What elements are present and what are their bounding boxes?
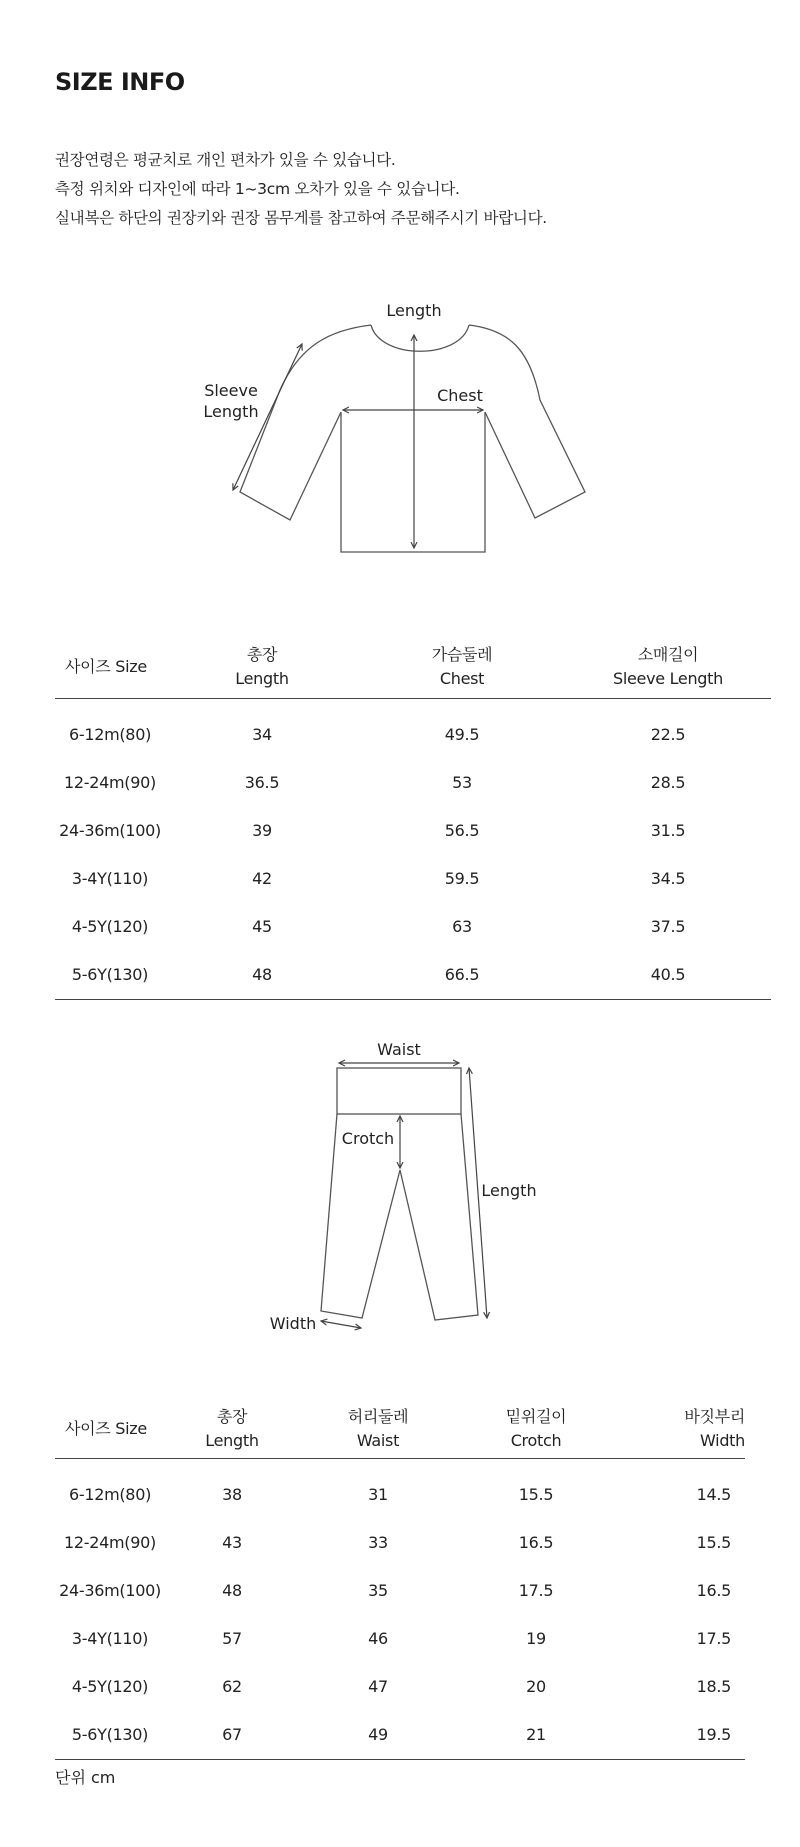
col-size: 사이즈 Size xyxy=(55,1400,165,1458)
label-width: Width xyxy=(269,1314,317,1333)
table-row: 3-4Y(110) 57 46 19 17.5 xyxy=(71,1629,731,1648)
width-arrow xyxy=(321,1321,361,1328)
col-length: 총장 Length xyxy=(165,1400,299,1458)
table-row: 5-6Y(130) 48 66.5 40.5 xyxy=(55,951,771,1000)
col-crotch: 밑위길이 Crotch xyxy=(457,1400,615,1458)
col-width: 바짓부리 Width xyxy=(615,1400,745,1458)
table-row: 12-24m(90) 36.5 53 28.5 xyxy=(64,773,686,792)
table-row: 6-12m(80) 38 31 15.5 14.5 xyxy=(68,1485,731,1504)
pants-size-table xyxy=(55,1400,745,1760)
pants-outline xyxy=(321,1068,478,1320)
note-line: 측정 위치와 디자인에 따라 1~3cm 오차가 있을 수 있습니다. xyxy=(55,180,460,198)
label-sleeve-1: Sleeve xyxy=(204,381,258,400)
table-row: 4-5Y(120) 45 63 37.5 xyxy=(71,917,686,936)
table-header-row xyxy=(55,636,771,698)
table-row: 24-36m(100) 39 56.5 31.5 xyxy=(59,821,686,840)
table-row: 12-24m(90) 43 33 16.5 15.5 xyxy=(64,1533,731,1552)
col-size: 사이즈 Size xyxy=(55,636,165,698)
label-length: Length xyxy=(481,1181,537,1200)
label-sleeve-2: Length xyxy=(203,402,259,421)
table-row: 5-6Y(130) 67 49 21 19.5 xyxy=(55,1711,745,1760)
table-row: 24-36m(100) 48 35 17.5 16.5 xyxy=(59,1581,731,1600)
unit-note: 단위 cm xyxy=(55,1768,116,1787)
size-notes xyxy=(55,146,547,233)
table-row: 3-4Y(110) 42 59.5 34.5 xyxy=(71,869,686,888)
col-chest: 가슴둘레 Chest xyxy=(359,636,565,698)
top-measurement-diagram xyxy=(190,285,610,560)
table-row: 4-5Y(120) 62 47 20 18.5 xyxy=(71,1677,731,1696)
label-waist: Waist xyxy=(377,1040,421,1059)
label-crotch: Crotch xyxy=(341,1129,395,1148)
note-line: 실내복은 하단의 권장키와 권장 몸무게를 참고하여 주문해주시기 바랍니다. xyxy=(55,209,547,227)
top-garment-outline xyxy=(240,325,585,552)
col-sleeve: 소매길이 Sleeve Length xyxy=(565,636,771,698)
col-waist: 허리둘레 Waist xyxy=(299,1400,457,1458)
top-size-table xyxy=(55,636,771,1000)
pants-measurement-diagram xyxy=(265,1035,565,1350)
table-header-row xyxy=(55,1400,745,1458)
table-row: 6-12m(80) 34 49.5 22.5 xyxy=(68,725,686,744)
label-length: Length xyxy=(386,301,442,320)
col-length: 총장 Length xyxy=(165,636,359,698)
label-chest: Chest xyxy=(437,386,483,405)
page-title: SIZE INFO xyxy=(55,68,185,96)
note-line: 권장연령은 평균치로 개인 편차가 있을 수 있습니다. xyxy=(55,151,396,169)
